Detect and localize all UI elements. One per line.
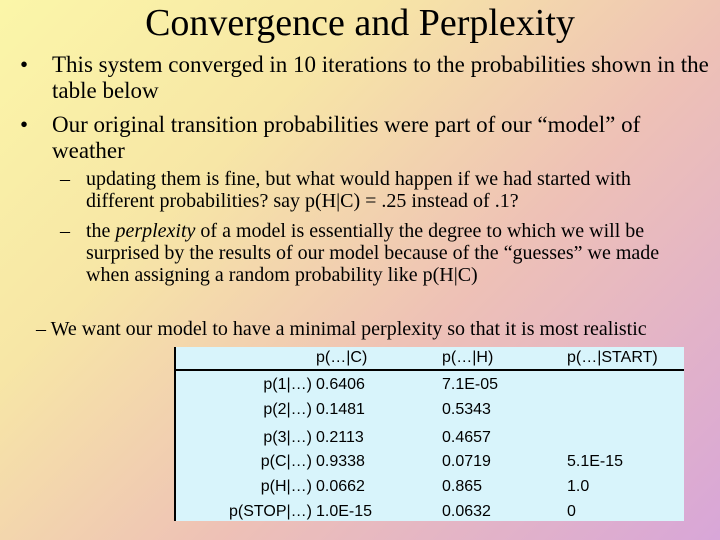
last-bullet: – We want our model to have a minimal perplexity so that it is most realistic (36, 318, 647, 340)
header-hot: p(…|H) (442, 349, 494, 366)
table-header-rule (174, 369, 684, 371)
cell-start: 1.0 (567, 478, 590, 495)
row-label: p(H|…) (260, 478, 312, 495)
bullet-text: This system converged in 10 iterations to the probabilities shown in the table below (52, 52, 709, 103)
perplexity-term: perplexity (115, 220, 196, 242)
cell-hot: 7.1E-05 (442, 376, 499, 393)
row-label: p(C|…) (260, 453, 312, 470)
bullet-text: Our original transition probabilities were part of our “model” of weather (52, 112, 641, 163)
cell-cold: 0.2113 (316, 429, 364, 446)
cell-hot: 0.0719 (442, 453, 491, 470)
header-start: p(…|START) (567, 349, 658, 366)
subbullet-text (86, 220, 696, 286)
cell-start: 5.1E-15 (567, 453, 624, 470)
bullet-marker: • (20, 112, 29, 137)
subbullet-text: updating them is fine, but what would happen if we had started with different probabilities? say p(H|C) = .25 instead of .1? (86, 168, 631, 212)
row-label: p(2|…) (263, 401, 312, 418)
subbullet-text-post: of a model is essentially the degree to which we will be surprised by the results of our model because of the “guesses” we made when assigning a random probability like p(H|C) (86, 220, 660, 286)
row-label: p(STOP|…) (229, 503, 312, 520)
subbullet-text-pre: the (86, 220, 116, 242)
subbullet-marker: – (60, 168, 70, 190)
slide-title: Convergence and Perplexity (145, 2, 575, 44)
cell-cold: 0.1481 (316, 401, 365, 418)
row-label: p(1|…) (263, 376, 312, 393)
probability-table (174, 347, 684, 521)
cell-cold: 0.9338 (316, 453, 365, 470)
cell-hot: 0.5343 (442, 401, 491, 418)
cell-start: 0 (567, 503, 576, 520)
bullet-marker: • (20, 52, 29, 77)
cell-hot: 0.0632 (442, 503, 491, 520)
cell-hot: 0.4657 (442, 429, 491, 446)
row-label: p(3|…) (263, 429, 312, 446)
subbullet-marker: – (60, 220, 70, 242)
header-cold: p(…|C) (316, 349, 368, 366)
table-left-rule (174, 347, 176, 521)
cell-cold: 0.6406 (316, 376, 365, 393)
cell-cold: 1.0E-15 (316, 503, 373, 520)
cell-cold: 0.0662 (316, 478, 365, 495)
cell-hot: 0.865 (442, 478, 483, 495)
